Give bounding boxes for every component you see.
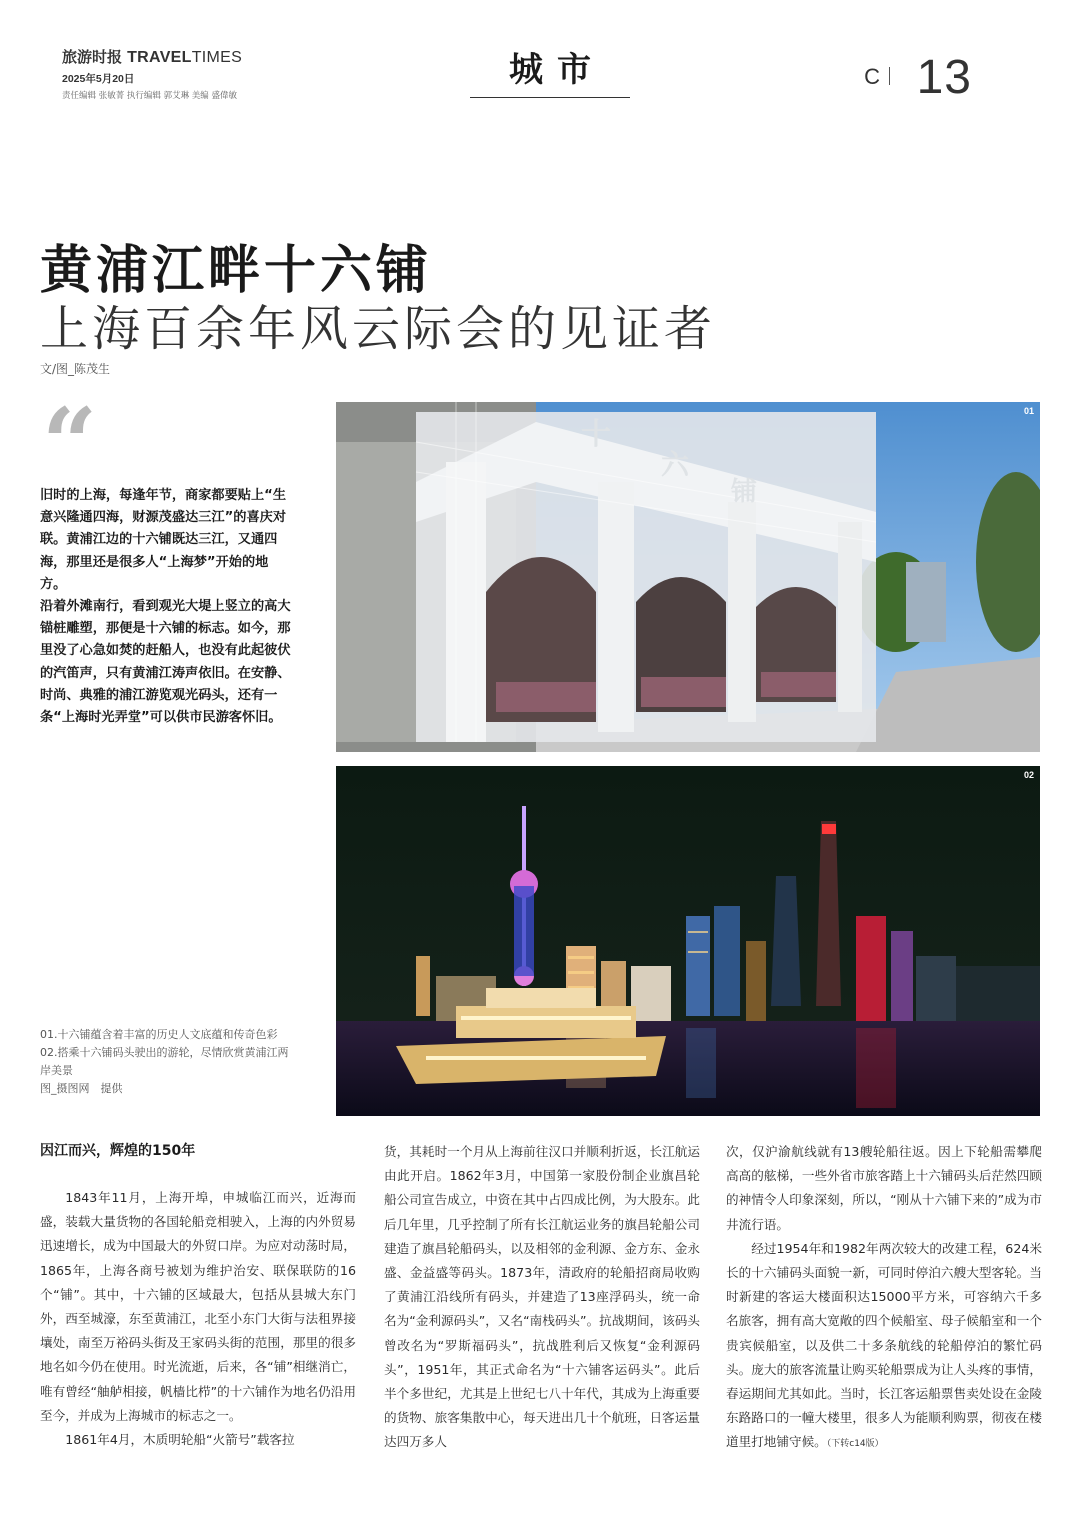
- body-paragraph: 1843年11月，上海开埠，申城临江而兴，近海而盛，装载大量货物的各国轮船竞相驶入，上海的内外贸易迅速增长，成为中国最大的外贸口岸。为应对动荡时局，1865年，上海各商号被划为维护治安、联保联防的16个“铺”。其中，十六铺的区域最大，包括从县城大东门外，西至城濠，东至黄浦江，北至小东门大街与法租界接壤处，南至万裕码头街及王家码头街的范围，那里的很多地名如今仍在使用。时光流逝，后来，各“铺”相继消亡，唯有曾经“舳舻相接，帆樯比栉”的十六铺作为地名仍沿用至今，并成为上海城市的标志之一。: [40, 1190, 356, 1423]
- section-divider: [470, 97, 630, 98]
- masthead: [62, 46, 242, 101]
- brand-logo: [62, 46, 242, 67]
- page-number: [864, 50, 972, 105]
- issue-date: 2025年5月20日: [62, 73, 135, 85]
- quote-mark-icon: “: [42, 387, 98, 500]
- photo-night-skyline: [336, 766, 1040, 1116]
- body-paragraph: 货，其耗时一个月从上海前往汉口并顺利折返，长江航运由此开启。1862年3月，中国第一家股份制企业旗昌轮船公司宣告成立，中资在其中占四成比例，为大股东。此后几年里，几乎控制了所有长江航运业务的旗昌轮船公司建造了旗昌轮船码头，以及相邻的金利源、金方东、金永盛、金益盛等码头。1873年，清政府的轮船招商局收购了黄浦江沿线所有码头，并建造了13座浮码头，统一命名为“金利源码头”，又名“南栈码头”。抗战期间，该码头曾改名为“罗斯福码头”，抗战胜利后又恢复“金利源码头”，1951年，其正式命名为“十六铺客运码头”。此后半个多世纪，尤其是上世纪七八十年代，其成为上海重要的货物、旅客集散中心，每天进出几十个航班，日客运量达四万多人: [384, 1144, 700, 1450]
- brand-name-cn: 旅游时报: [62, 48, 123, 66]
- headline: 黄浦江畔十六铺: [40, 240, 433, 301]
- photo-number: 01: [1023, 406, 1034, 416]
- body-text: 经过1954年和1982年两次较大的改建工程，624米长的十六铺码头面貌一新，可同时停泊六艘大型客轮。当时新建的客运大楼面积达15000平方米，可容纳六千多名旅客，拥有高大宽敞的四个候船室、母子候船室和一个贵宾候船室，以及供二十多条航线的轮船停泊的繁忙码头。庞大的旅客流量让购买轮船票成为让人头疼的事情，春运期间尤其如此。当时，长江客运船票售卖处设在金陵东路路口的一幢大楼里，很多人为能顺利购票，彻夜在楼道里打地铺守候。: [726, 1240, 1042, 1450]
- lead-paragraph: [40, 485, 292, 729]
- editors-credit: 责任编辑 张敏菁 执行编辑 郭艾琳 美编 盛偉敏: [62, 91, 238, 101]
- brand-en-bold: TRAVEL: [127, 49, 192, 66]
- article-column-1: [40, 1140, 356, 1452]
- continued-note: （下转c14版）: [826, 1439, 884, 1450]
- caption-line: 01.十六铺蕴含着丰富的历史人文底蕴和传奇色彩: [40, 1028, 278, 1041]
- svg-text:六: 六: [661, 448, 690, 481]
- article-column-3: [726, 1140, 1042, 1457]
- section-letter: C: [864, 64, 880, 89]
- section-heading: 因江而兴，辉煌的150年: [40, 1143, 196, 1159]
- article-column-2: [384, 1140, 700, 1455]
- section-title: 城市: [509, 50, 605, 90]
- lead-text: 沿着外滩南行，看到观光大堤上竖立的高大锚桩雕塑，那便是十六铺的标志。如今，那里没了心急如焚的赶船人，也没有此起彼伏的汽笛声，只有黄浦江涛声依旧。在安静、时尚、典雅的浦江游览观光码头，还有一条“上海时光弄堂”可以供市民游客怀旧。: [40, 599, 291, 726]
- page-number-value: 13: [916, 51, 972, 104]
- svg-text:铺: 铺: [731, 477, 758, 507]
- photo-shiliupu-gate: [336, 402, 1040, 752]
- body-paragraph: [726, 1237, 1042, 1457]
- brand-en-light: TIMES: [191, 49, 243, 66]
- body-paragraph: 1861年4月，木质明轮船“火箭号”载客拉: [65, 1432, 295, 1448]
- caption-line: 02.搭乘十六铺码头驶出的游轮，尽情欣赏黄浦江两岸美景: [40, 1046, 289, 1077]
- photo-number: 02: [1023, 770, 1034, 780]
- brand-name-en: [127, 49, 242, 66]
- photo-captions: [40, 1026, 296, 1098]
- photo-credit: 图_摄图网 提供: [40, 1082, 123, 1095]
- body-paragraph: 次，仅沪渝航线就有13艘轮船往返。因上下轮船需攀爬高高的舷梯，一些外省市旅客踏上十六铺码头后茫然四顾的神情令人印象深刻，所以，“刚从十六铺下来的”成为市井流行语。: [726, 1144, 1042, 1232]
- gate-sign-text: 十: [581, 417, 611, 452]
- page-number-divider: [889, 67, 891, 85]
- byline: 文/图_陈茂生: [40, 362, 111, 376]
- lead-text: 旧时的上海，每逢年节，商家都要贴上“生意兴隆通四海，财源茂盛达三江”的喜庆对联。黄浦江边的十六铺既达三江，又通四海，那里还是很多人“上海梦”开始的地方。: [40, 488, 287, 592]
- subheadline: 上海百余年风云际会的见证者: [40, 301, 717, 357]
